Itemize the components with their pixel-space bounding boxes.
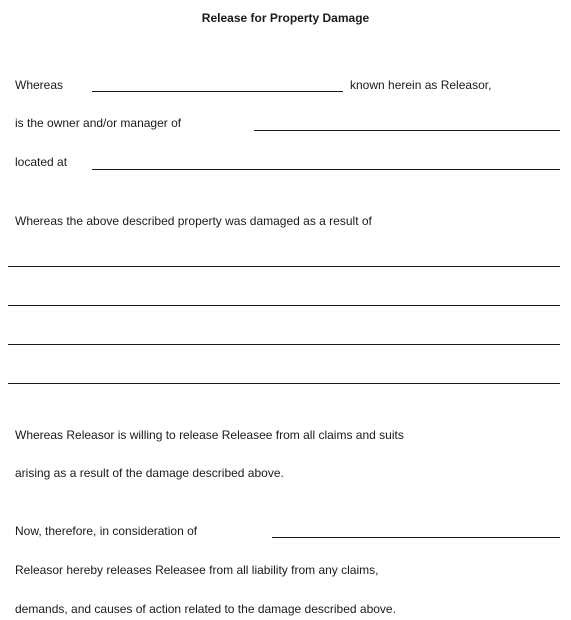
document-title: Release for Property Damage [201,11,370,25]
known-as-label: known herein as Releasor, [350,78,492,92]
owner-label: is the owner and/or manager of [15,116,182,130]
property-field[interactable] [254,130,560,131]
willing-line-2: arising as a result of the damage described above. [15,466,284,480]
damage-cause-line-2[interactable] [8,305,560,306]
willing-line-1: Whereas Releasor is willing to release Releasee from all claims and suits [15,428,404,442]
located-label: located at [15,155,68,169]
damage-cause-line-1[interactable] [8,266,560,267]
whereas-label: Whereas [15,78,64,92]
releases-line-1: Releasor hereby releases Releasee from all liability from any claims, [15,563,379,577]
releasor-name-field[interactable] [92,91,343,92]
damaged-label: Whereas the above described property was damaged as a result of [15,214,372,228]
location-field[interactable] [92,169,560,170]
releases-line-2: demands, and causes of action related to the damage described above. [15,602,396,616]
consideration-label: Now, therefore, in consideration of [15,524,198,538]
damage-cause-line-4[interactable] [8,383,560,384]
consideration-field[interactable] [272,537,560,538]
damage-cause-line-3[interactable] [8,344,560,345]
